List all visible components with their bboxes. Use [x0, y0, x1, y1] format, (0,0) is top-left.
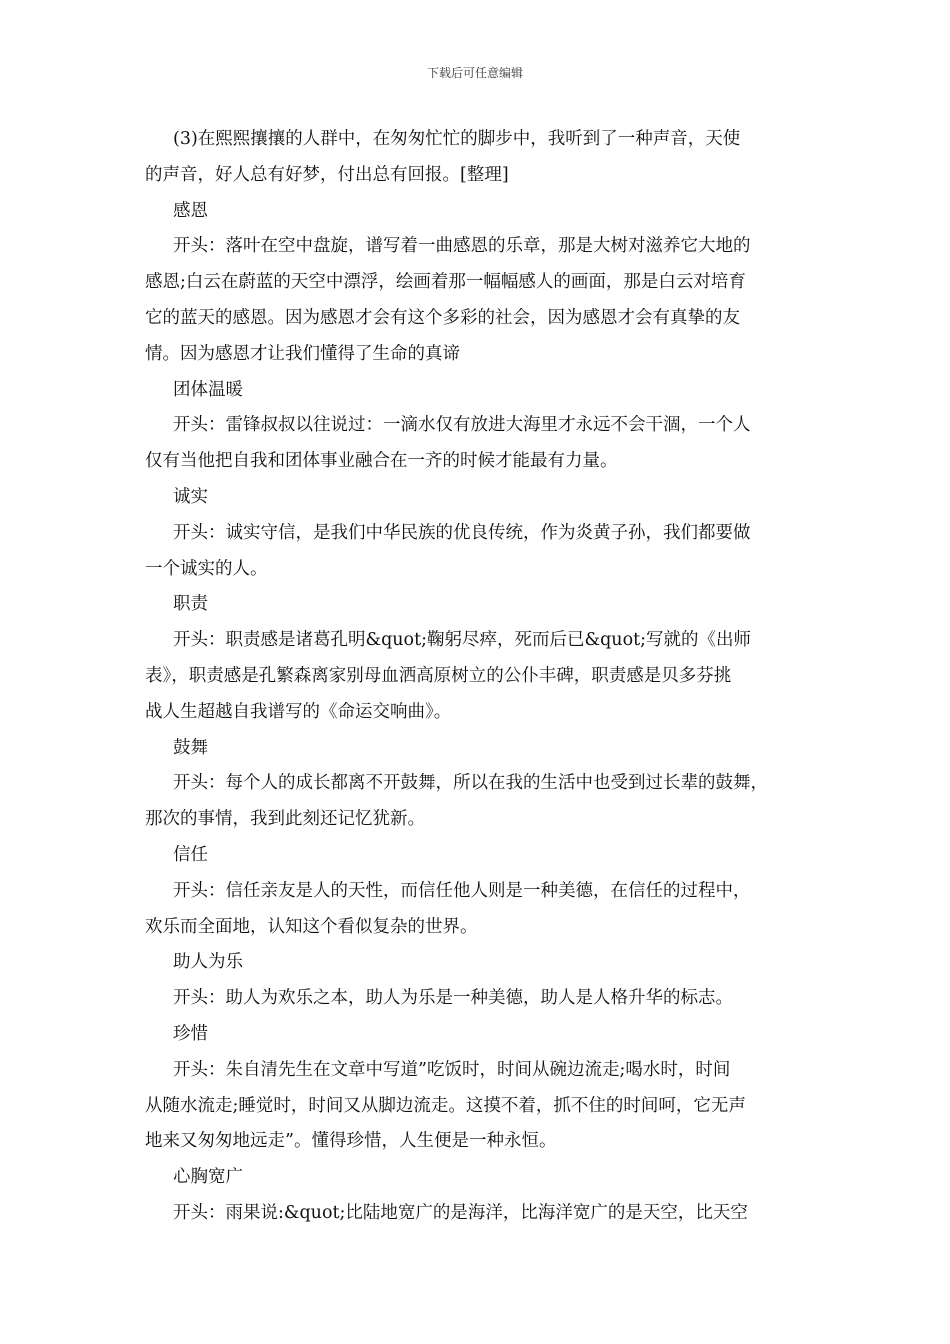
text-line: (3)在熙熙攘攘的人群中，在匆匆忙忙的脚步中，我听到了一种声音，天使: [173, 129, 741, 149]
text-line: 地来又匆匆地远走”。懂得珍惜，人生便是一种永恒。: [145, 1131, 557, 1152]
text-line: 鼓舞: [173, 737, 208, 758]
text-line: 从随水流走;睡觉时，时间又从脚边流走。这摸不着，抓不住的时间呵，它无声: [145, 1095, 746, 1116]
document-body: [145, 122, 825, 1232]
text-line: 的声音，好人总有好梦，付出总有回报。[整理]: [145, 164, 509, 185]
text-line: 开头：职责感是诸葛孔明&quot;鞠躬尽瘁，死而后已&quot;写就的《出师: [173, 630, 752, 651]
text-line: 它的蓝天的感恩。因为感恩才会有这个多彩的社会，因为感恩才会有真挚的友: [145, 307, 740, 328]
text-line: 开头：信任亲友是人的天性，而信任他人则是一种美德，在信任的过程中，: [173, 880, 751, 901]
text-line: 心胸宽广: [173, 1167, 243, 1188]
text-line: 表》，职责感是孔繁森离家别母血洒高原树立的公仆丰碑，职责感是贝多芬挑: [145, 665, 732, 686]
text-line: 信任: [173, 844, 208, 865]
text-line: 感恩;白云在蔚蓝的天空中漂浮，绘画着那一幅幅感人的画面，那是白云对培育: [145, 272, 746, 293]
text-line: 战人生超越自我谱写的《命运交响曲》。: [145, 701, 452, 722]
text-line: 开头：每个人的成长都离不开鼓舞，所以在我的生活中也受到过长辈的鼓舞，: [173, 773, 768, 794]
text-line: 开头：助人为欢乐之本，助人为乐是一种美德，助人是人格升华的标志。: [173, 988, 733, 1009]
text-line: 开头：落叶在空中盘旋，谱写着一曲感恩的乐章，那是大树对滋养它大地的: [173, 236, 751, 257]
text-line: 感恩: [173, 200, 208, 221]
text-line: 那次的事情，我到此刻还记忆犹新。: [145, 809, 425, 830]
text-line: 情。因为感恩才让我们懂得了生命的真谛: [145, 343, 460, 364]
text-line: 开头：诚实守信，是我们中华民族的优良传统，作为炎黄子孙，我们都要做: [173, 522, 751, 543]
text-line: 开头：雷锋叔叔以往说过：一滴水仅有放进大海里才永远不会干涸，一个人: [173, 415, 751, 436]
text-line: 诚实: [173, 486, 208, 507]
text-line: 开头：雨果说:&quot;比陆地宽广的是海洋，比海洋宽广的是天空，比天空: [173, 1202, 748, 1223]
page-header: 下载后可任意编辑: [426, 66, 523, 80]
text-line: 团体温暖: [173, 379, 243, 400]
text-line: 开头：朱自清先生在文章中写道”吃饭时，时间从碗边流走;喝水时，时间: [173, 1059, 731, 1080]
text-line: 一个诚实的人。: [145, 558, 268, 579]
text-line: 珍惜: [173, 1023, 208, 1044]
text-line: 欢乐而全面地，认知这个看似复杂的世界。: [145, 916, 478, 937]
text-line: 助人为乐: [173, 952, 243, 973]
text-line: 仅有当他把自我和团体事业融合在一齐的时候才能最有力量。: [145, 451, 618, 472]
text-line: 职责: [173, 594, 208, 615]
